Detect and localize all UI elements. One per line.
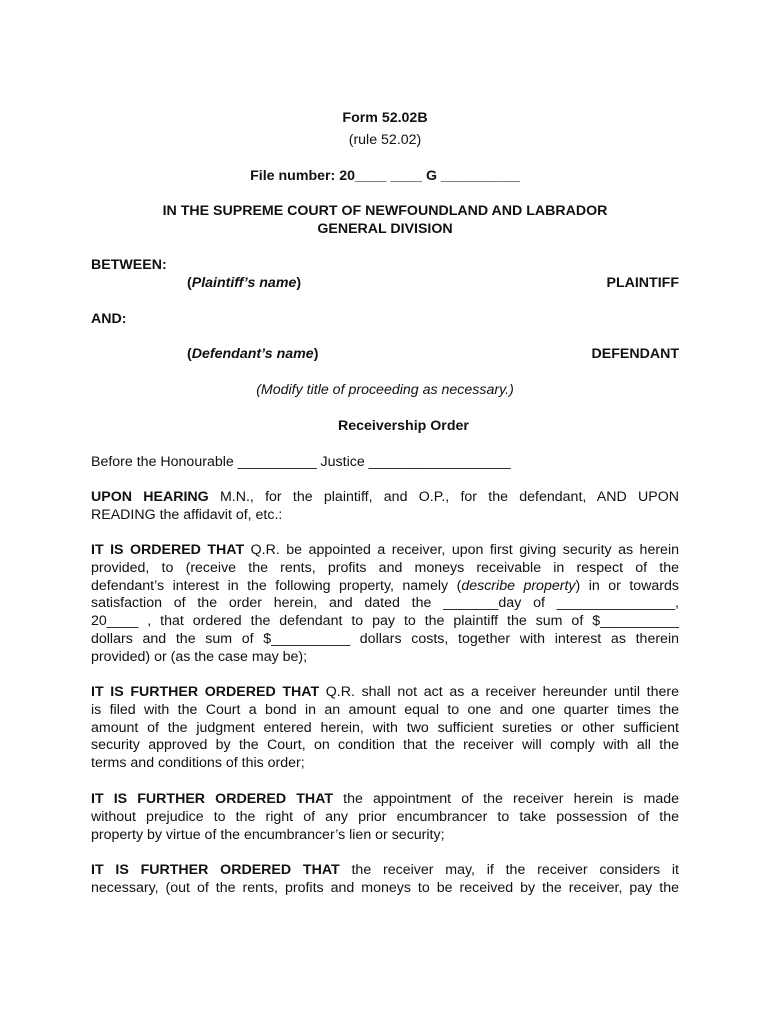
form-number: Form 52.02B bbox=[342, 110, 428, 126]
paragraph-bond: IT IS FURTHER ORDERED THAT Q.R. shall not act as a receiver hereunder until there is filed with the Court a bond in an amount equal to one and one quarter times the amount of the judgment entered herein, with two sufficient sureties or other sufficient security approved by the Court, on condition that the receiver will comply with all the terms and conditions of this order; bbox=[91, 684, 679, 772]
document-title: Receivership Order bbox=[338, 418, 469, 434]
court-name: IN THE SUPREME COURT OF NEWFOUNDLAND AND LABRADOR bbox=[162, 203, 608, 219]
court-division: GENERAL DIVISION bbox=[317, 221, 453, 237]
and-label: AND: bbox=[91, 311, 127, 327]
paragraph-appointment: IT IS ORDERED THAT Q.R. be appointed a receiver, upon first giving security as herein provided, to (receive the rents, profits and moneys receivable in respect of the defendant’s interest in the following property, namely (describe property) in or towards satisfaction of the order herein, and dated the _______day of _______________, 20____ , that ordered the defendant to pay to the plaintiff the sum of $__________ dollars and the sum of $__________ dollars costs, together with interest as therein provided) or (as the case may be); bbox=[91, 542, 679, 665]
file-number: File number: 20____ ____ G __________ bbox=[250, 168, 520, 184]
before-honourable-line: Before the Honourable __________ Justice __________________ bbox=[91, 454, 511, 470]
paragraph-upon-hearing: UPON HEARING M.N., for the plaintiff, and O.P., for the defendant, AND UPON READING the affidavit of, etc.: bbox=[91, 489, 679, 523]
rule-reference: (rule 52.02) bbox=[348, 132, 422, 148]
plaintiff-label: PLAINTIFF bbox=[606, 275, 679, 291]
paragraph-without-prejudice: IT IS FURTHER ORDERED THAT the appointment of the receiver herein is made without prejudice to the right of any prior encumbrancer to take possession of the property by virtue of the encumbrancer’s lien or security; bbox=[91, 791, 679, 843]
plaintiff-name: (Plaintiff’s name) bbox=[187, 275, 302, 291]
between-label: BETWEEN: bbox=[91, 257, 167, 273]
paragraph-receiver-may: IT IS FURTHER ORDERED THAT the receiver may, if the receiver considers it necessary, (out of the rents, profits and moneys to be received by the receiver, pay the bbox=[91, 862, 679, 896]
defendant-name: (Defendant’s name) bbox=[187, 346, 319, 362]
modify-title-note: (Modify title of proceeding as necessary.) bbox=[256, 382, 514, 398]
defendant-label: DEFENDANT bbox=[591, 346, 679, 362]
